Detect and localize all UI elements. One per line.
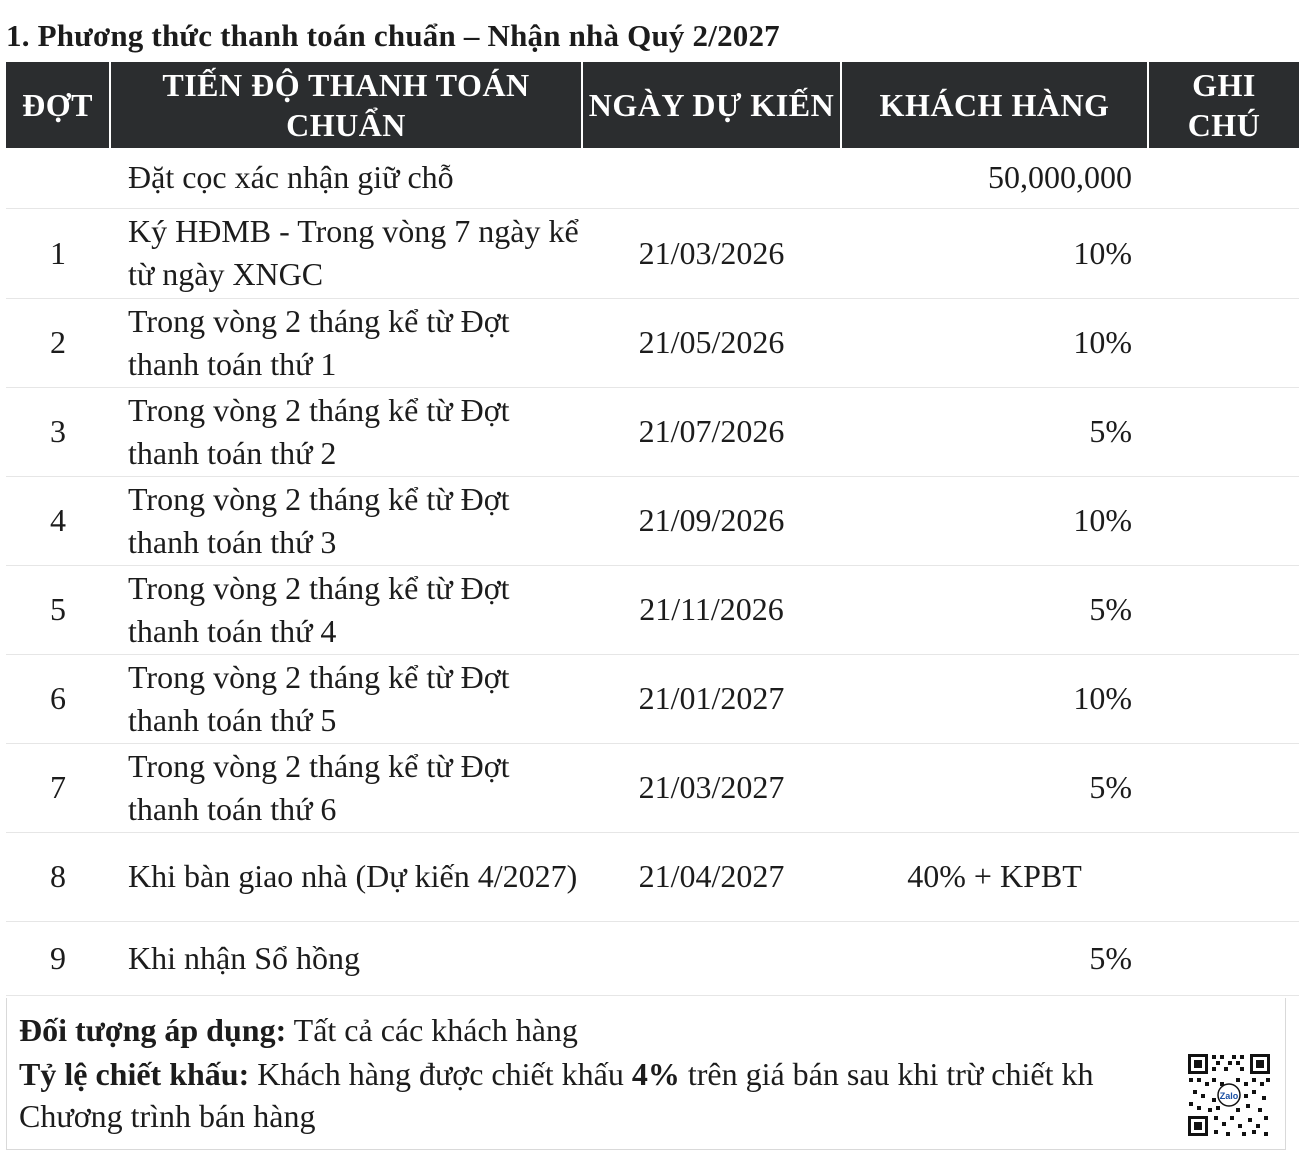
row-number: 4: [6, 476, 110, 565]
row-step: Trong vòng 2 tháng kể từ Đợt thanh toán thứ 5: [110, 654, 582, 743]
row-value: 5%: [841, 565, 1148, 654]
table-row: [6, 148, 1299, 208]
row-note: [1148, 298, 1299, 387]
row-value: 10%: [841, 476, 1148, 565]
row-date: 21/09/2026: [582, 476, 841, 565]
notes-box: [6, 998, 1286, 1150]
table-row: [6, 565, 1299, 654]
row-step: Ký HĐMB - Trong vòng 7 ngày kể từ ngày XNGC: [110, 208, 582, 298]
table-row: [6, 743, 1299, 832]
row-note: [1148, 565, 1299, 654]
table-row: [6, 298, 1299, 387]
applies-to-line: [19, 1012, 578, 1049]
applies-value: Tất cả các khách hàng: [286, 1012, 578, 1048]
row-number: 5: [6, 565, 110, 654]
row-step: Đặt cọc xác nhận giữ chỗ: [110, 148, 582, 208]
header-khach-hang: KHÁCH HÀNG: [841, 62, 1148, 148]
header-dot: ĐỢT: [6, 62, 110, 148]
discount-text-1: Khách hàng được chiết khấu: [249, 1056, 632, 1092]
row-value: 5%: [841, 743, 1148, 832]
row-number: 3: [6, 387, 110, 476]
row-step: Khi bàn giao nhà (Dự kiến 4/2027): [110, 832, 582, 921]
table-row: [6, 832, 1299, 921]
table-row: [6, 387, 1299, 476]
table-header-row: [6, 62, 1299, 148]
qr-label: Zalo: [1219, 1091, 1239, 1101]
table-row: [6, 476, 1299, 565]
header-tien-do: TIẾN ĐỘ THANH TOÁN CHUẨN: [110, 62, 582, 148]
row-value: 10%: [841, 654, 1148, 743]
row-date: 21/04/2027: [582, 832, 841, 921]
row-number: 1: [6, 208, 110, 298]
row-date: 21/05/2026: [582, 298, 841, 387]
row-step: Khi nhận Sổ hồng: [110, 921, 582, 995]
row-step: Trong vòng 2 tháng kể từ Đợt thanh toán thứ 4: [110, 565, 582, 654]
row-value: 50,000,000: [841, 148, 1148, 208]
row-number: 9: [6, 921, 110, 995]
discount-line: [19, 1056, 1093, 1093]
row-note: [1148, 921, 1299, 995]
discount-label: Tỷ lệ chiết khấu:: [19, 1056, 250, 1092]
row-step: Trong vòng 2 tháng kể từ Đợt thanh toán thứ 3: [110, 476, 582, 565]
row-value: 10%: [841, 208, 1148, 298]
qr-code-icon: [1186, 1052, 1272, 1138]
applies-label: Đối tượng áp dụng:: [19, 1012, 287, 1048]
row-date: [582, 921, 841, 995]
row-step: Trong vòng 2 tháng kể từ Đợt thanh toán thứ 1: [110, 298, 582, 387]
table-row: [6, 208, 1299, 298]
row-date: 21/03/2027: [582, 743, 841, 832]
row-note: [1148, 148, 1299, 208]
row-note: [1148, 387, 1299, 476]
table-row: [6, 654, 1299, 743]
discount-text-2: trên giá bán sau khi trừ chiết kh: [679, 1056, 1094, 1092]
page-title: 1. Phương thức thanh toán chuẩn – Nhận nhà Quý 2/2027: [6, 18, 780, 53]
row-value: 5%: [841, 921, 1148, 995]
row-number: 7: [6, 743, 110, 832]
header-ngay-du-kien: NGÀY DỰ KIẾN: [582, 62, 841, 148]
row-number: 8: [6, 832, 110, 921]
row-date: 21/01/2027: [582, 654, 841, 743]
row-value: 10%: [841, 298, 1148, 387]
row-date: 21/03/2026: [582, 208, 841, 298]
row-number: [6, 148, 110, 208]
row-note: [1148, 476, 1299, 565]
row-value: 5%: [841, 387, 1148, 476]
table-row: [6, 921, 1299, 995]
row-note: [1148, 208, 1299, 298]
row-date: [582, 148, 841, 208]
discount-percent: 4%: [631, 1056, 680, 1092]
row-note: [1148, 832, 1299, 921]
payment-schedule-table: [6, 62, 1299, 996]
header-ghi-chu: GHI CHÚ: [1148, 62, 1299, 148]
row-step: Trong vòng 2 tháng kể từ Đợt thanh toán thứ 6: [110, 743, 582, 832]
row-value: 40% + KPBT: [841, 832, 1148, 921]
row-date: 21/07/2026: [582, 387, 841, 476]
row-note: [1148, 654, 1299, 743]
row-note: [1148, 743, 1299, 832]
row-step: Trong vòng 2 tháng kể từ Đợt thanh toán thứ 2: [110, 387, 582, 476]
row-date: 21/11/2026: [582, 565, 841, 654]
discount-line-2: Chương trình bán hàng: [19, 1098, 316, 1134]
row-number: 6: [6, 654, 110, 743]
row-number: 2: [6, 298, 110, 387]
